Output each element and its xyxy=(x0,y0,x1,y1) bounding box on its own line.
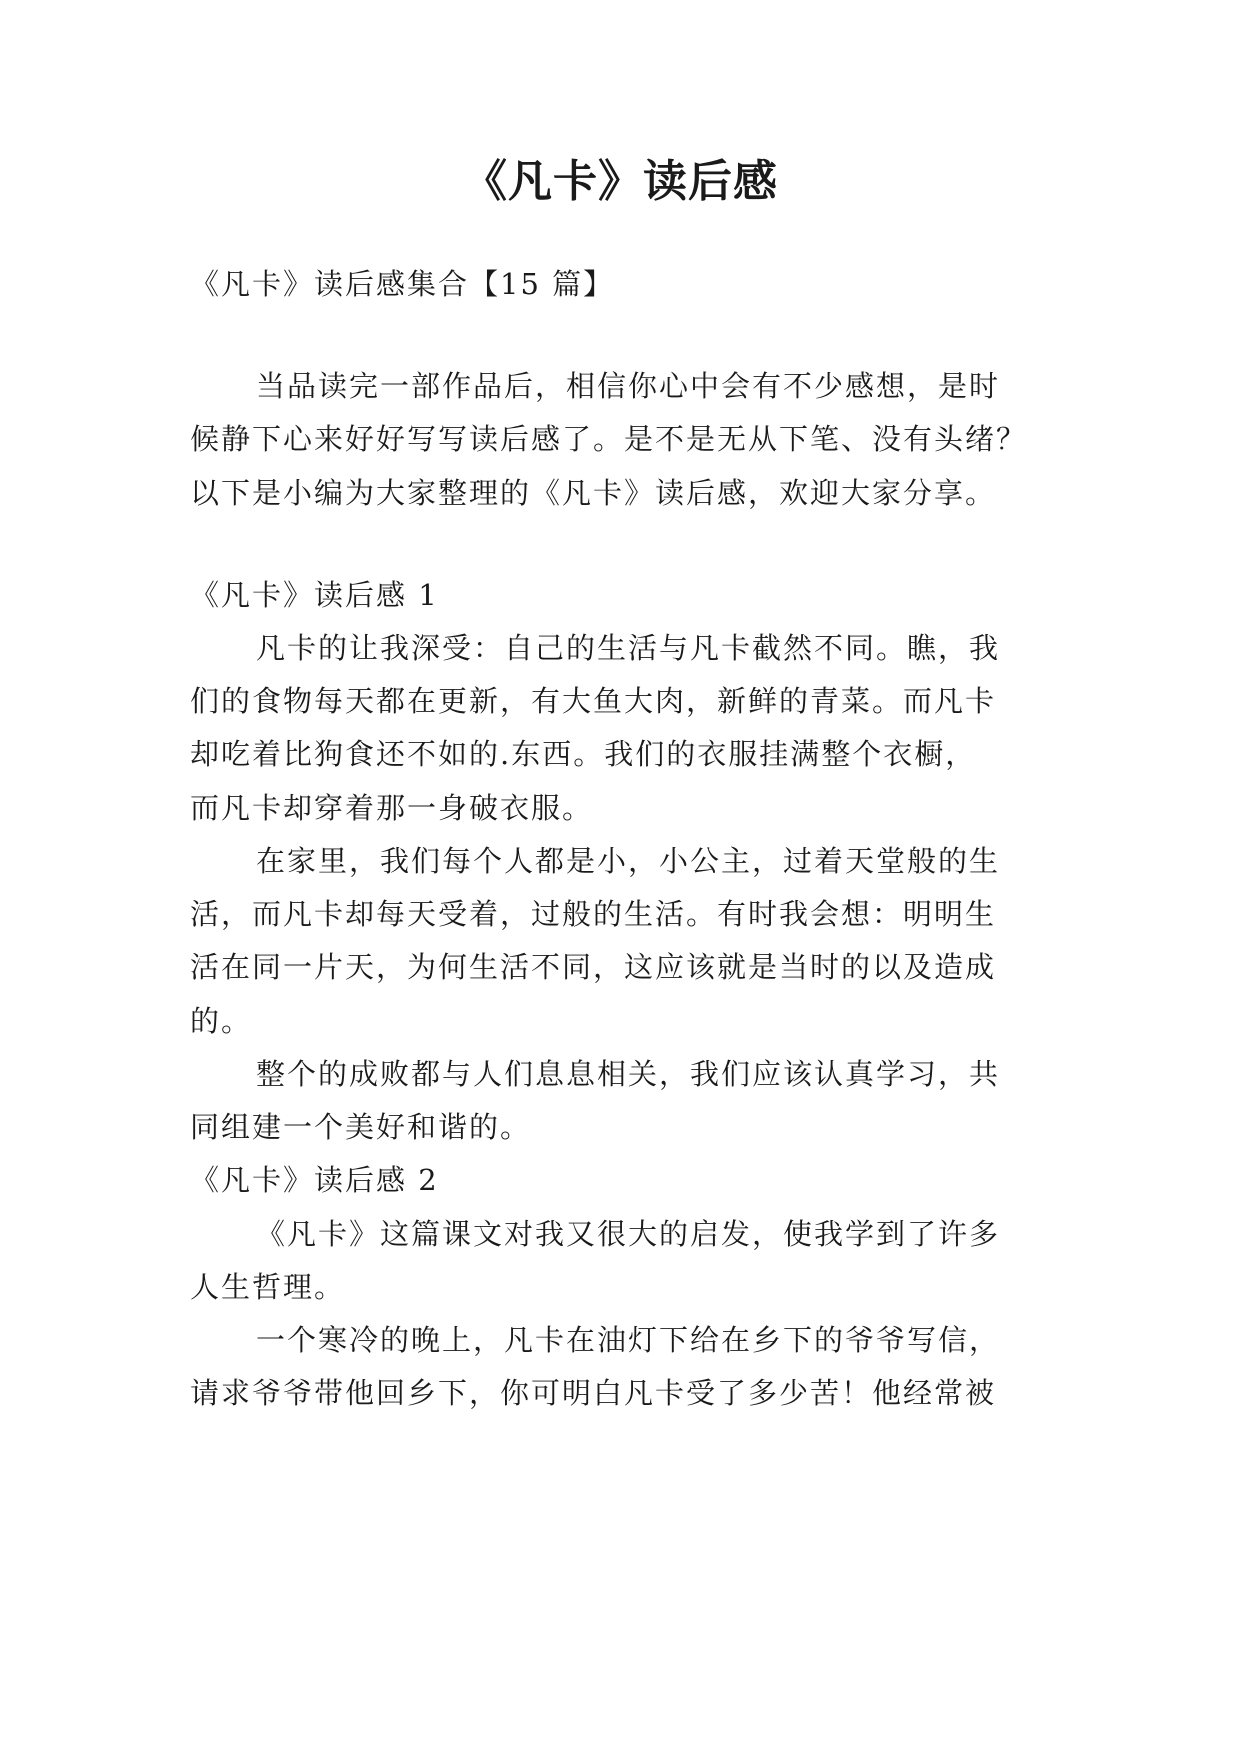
section-2-p1-line-2: 人生哲理。 xyxy=(190,1270,346,1304)
section-1-p2-line-2: 活，而凡卡却每天受着，过般的生活。有时我会想：明明生 xyxy=(190,897,997,931)
intro-line-1: 当品读完一部作品后，相信你心中会有不少感想，是时 xyxy=(256,369,1001,403)
section-1-heading: 《凡卡》读后感 1 xyxy=(190,578,439,612)
section-2-p1-line-1: 《凡卡》这篇课文对我又很大的启发，使我学到了许多 xyxy=(256,1217,1001,1251)
document-subtitle: 《凡卡》读后感集合【15 篇】 xyxy=(190,267,615,301)
section-1-p1-line-2: 们的食物每天都在更新，有大鱼大肉，新鲜的青菜。而凡卡 xyxy=(190,684,997,718)
section-1-p1-line-1: 凡卡的让我深受：自己的生活与凡卡截然不同。瞧，我 xyxy=(256,631,1001,665)
section-1-p2-line-4: 的。 xyxy=(190,1004,253,1038)
section-1-p2-line-1: 在家里，我们每个人都是小，小公主，过着天堂般的生 xyxy=(256,844,1001,878)
intro-line-3: 以下是小编为大家整理的《凡卡》读后感，欢迎大家分享。 xyxy=(190,476,997,510)
intro-line-2: 候静下心来好好写写读后感了。是不是无从下笔、没有头绪？ xyxy=(190,422,1028,456)
section-2-p2-line-1: 一个寒冷的晚上，凡卡在油灯下给在乡下的爷爷写信， xyxy=(256,1323,1001,1357)
section-1-p2-line-3: 活在同一片天，为何生活不同，这应该就是当时的以及造成 xyxy=(190,950,997,984)
section-1-p3-line-1: 整个的成败都与人们息息相关，我们应该认真学习，共 xyxy=(256,1057,1001,1091)
section-2-p2-line-2: 请求爷爷带他回乡下，你可明白凡卡受了多少苦！他经常被 xyxy=(190,1376,997,1410)
section-1-p3-line-2: 同组建一个美好和谐的。 xyxy=(190,1110,532,1144)
section-1-p1-line-3: 却吃着比狗食还不如的.东西。我们的衣服挂满整个衣橱， xyxy=(190,737,977,771)
section-1-p1-line-4: 而凡卡却穿着那一身破衣服。 xyxy=(190,791,594,825)
section-2-heading: 《凡卡》读后感 2 xyxy=(190,1163,439,1197)
document-title: 《凡卡》读后感 xyxy=(463,156,778,207)
